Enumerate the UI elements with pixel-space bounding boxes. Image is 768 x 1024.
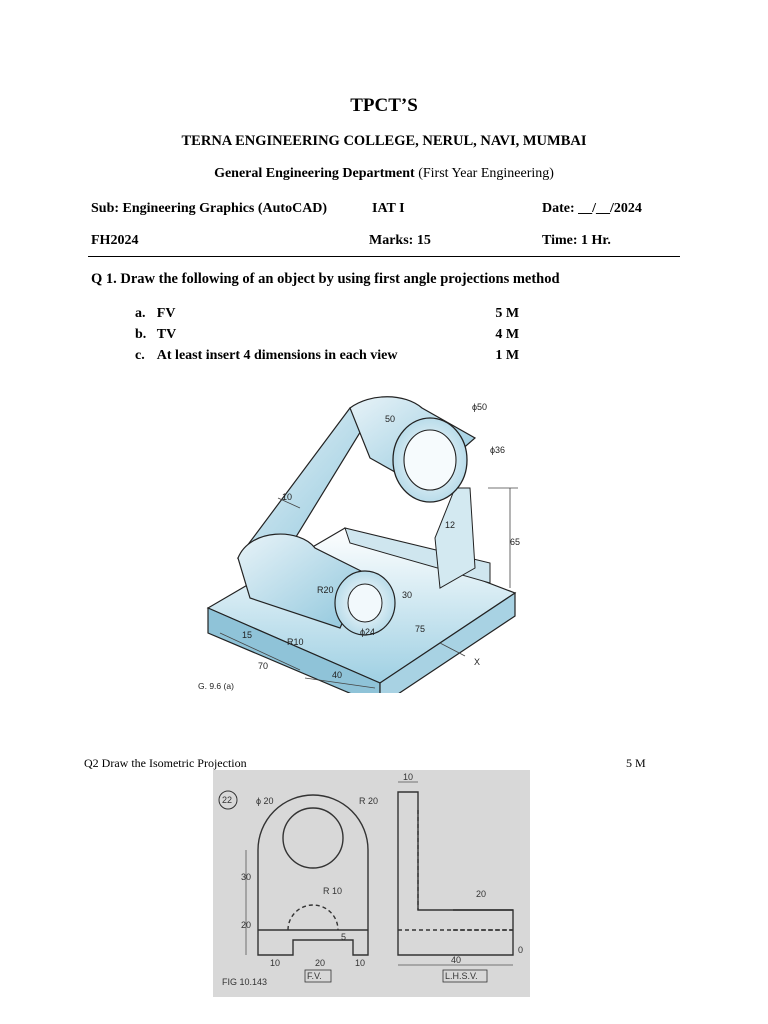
dim-label: 10 (270, 958, 281, 968)
dim-label: ϕ24 (360, 627, 376, 637)
dim-label: 10 (355, 958, 366, 968)
dim-label: 75 (415, 624, 426, 634)
boss-hole (348, 584, 382, 622)
dim-label: ϕ50 (472, 402, 488, 412)
side-view-label: L.H.S.V. (445, 971, 478, 981)
exam-time: Time: 1 Hr. (542, 233, 611, 248)
dim-label: 10 (282, 492, 293, 502)
institute-title: TPCT’S (350, 95, 418, 116)
dim-label: 12 (445, 520, 456, 530)
question-1-items (135, 303, 535, 366)
figure-number: 22 (222, 795, 233, 805)
dim-label: R20 (317, 585, 334, 595)
exam-date: Date: __/__/2024 (542, 201, 642, 216)
dim-label: ϕ 20 (256, 796, 274, 806)
item-text: FV (156, 306, 176, 321)
dim-label: 30 (402, 590, 413, 600)
dept-paren: ( (414, 166, 423, 181)
orthographic-views-photo (213, 770, 530, 997)
question-2: Q2 Draw the Isometric Projection (84, 756, 247, 770)
course-code: FH2024 (91, 233, 139, 248)
dim-label: 5 (341, 932, 347, 942)
department-name: General Engineering Department (214, 166, 415, 181)
dim-label: 65 (510, 537, 521, 547)
dim-label: 20 (241, 920, 252, 930)
dim-label: R 10 (323, 886, 343, 896)
dim-label: 30 (241, 872, 252, 882)
cylinder-bore (404, 430, 456, 490)
dim-label: R 20 (359, 796, 379, 806)
item-key: c. (135, 348, 145, 363)
college-name: TERNA ENGINEERING COLLEGE, NERUL, NAVI, MUMBAI (181, 133, 587, 149)
isometric-bracket-figure (190, 388, 540, 693)
list-item (135, 303, 535, 324)
dim-label: 10 (403, 772, 414, 782)
dim-label: 40 (451, 955, 462, 965)
list-item (135, 324, 535, 345)
department-year: First Year Engineering) (422, 166, 554, 181)
item-key: b. (135, 327, 147, 342)
question-1: Q 1. Draw the following of an object by using first angle projections method (91, 271, 560, 287)
dim-label: 15 (242, 630, 253, 640)
dim-label: ϕ36 (490, 445, 506, 455)
item-text: TV (156, 327, 177, 342)
front-view-label: F.V. (307, 971, 322, 981)
dim-label: 20 (315, 958, 326, 968)
subject: Sub: Engineering Graphics (AutoCAD) (91, 201, 328, 216)
figure-caption: FIG 10.143 (222, 977, 268, 987)
question-2-marks: 5 M (626, 756, 646, 770)
dim-label: 50 (385, 414, 396, 424)
dim-label: 0 (518, 945, 524, 955)
total-marks: Marks: 15 (369, 233, 431, 248)
figure-caption: G. 9.6 (a) (198, 681, 234, 691)
dim-label: 70 (258, 661, 269, 671)
header-divider (88, 256, 680, 257)
dim-label: 40 (332, 670, 343, 680)
item-marks: 5 M (495, 306, 520, 321)
dim-label: X (474, 657, 481, 667)
department-line (0, 166, 768, 182)
dim-label: 20 (476, 889, 487, 899)
item-marks: 4 M (495, 327, 520, 342)
dim-label: R10 (287, 637, 304, 647)
item-key: a. (135, 306, 146, 321)
item-marks: 1 M (495, 348, 520, 363)
test-name: IAT I (372, 201, 405, 216)
list-item (135, 345, 535, 366)
item-text: At least insert 4 dimensions in each view (156, 348, 398, 363)
